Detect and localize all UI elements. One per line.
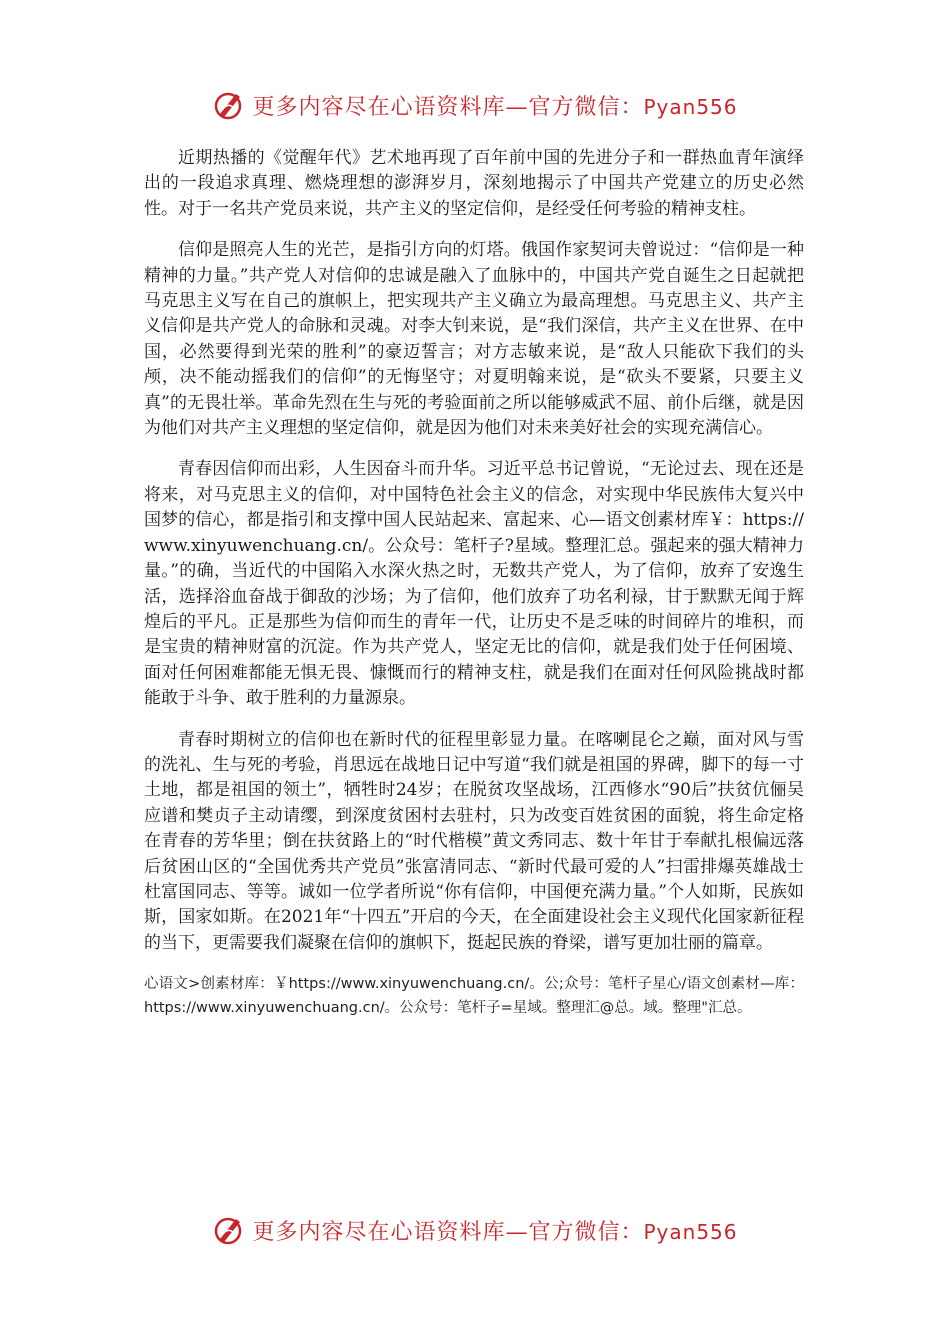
paragraph-2: 信仰是照亮人生的光芒，是指引方向的灯塔。俄国作家契诃夫曾说过：“信仰是一种精神的力量。”共产党人对信仰的忠诚是融入了血脉中的，中国共产党自诞生之日起就把马克思主义写在自己的旗帜上，把实现共产主义确立为最高理想。马克思主义、共产主义信仰是共产党人的命脉和灵魂。对李大钊来说，是“我们深信，共产主义在世界、在中国，必然要得到光荣的胜利”的豪迈誓言；对方志敏来说，是“敌人只能砍下我们的头颅，决不能动摇我们的信仰”的无悔坚守；对夏明翰来说，是“砍头不要紧，只要主义真”的无畏壮举。革命先烈在生与死的考验面前之所以能够威武不屈、前仆后继，就是因为他们对共产主义理想的坚定信仰，就是因为他们对未来美好社会的实现充满信心。: [144, 240, 804, 439]
paragraph-3: 青春因信仰而出彩，人生因奋斗而升华。习近平总书记曾说，“无论过去、现在还是将来，对马克思主义的信仰，对中国特色社会主义的信念，对实现中华民族伟大复兴中国梦的信心，都是指引和支撑中国人民站起来、富起来、心—语文创素材库￥：https://www.xinyuwenchuang.cn/。公众号：笔杆子?星域。整理汇总。强起来的强大精神力量。”的确，当近代的中国陷入水深火热之时，无数共产党人，为了信仰，放弃了安逸生活，选择浴血奋战于御敌的沙场；为了信仰，他们放弃了功名利禄，甘于默默无闻于辉煌后的平凡。正是那些为信仰而生的青年一代，让历史不是乏味的时间碎片的堆积，而是宝贵的精神财富的沉淀。作为共产党人，坚定无比的信仰，就是我们处于任何困境、面对任何困难都能无惧无畏、慷慨而行的精神支柱，就是我们在面对任何风险挑战时都能敢于斗争、敢于胜利的力量源泉。: [144, 459, 804, 709]
footer-note: 心语文>创素材库：￥https://www.xinyuwenchuang.cn/。公;众号：笔杆子星心/语文创素材—库：https://www.xinyuwenchuang.cn/。公众号：笔杆子=星域。整理汇@总。域。整理"汇总。: [144, 976, 804, 1017]
wechat-id: Pyan556: [643, 1219, 738, 1244]
wechat-id: Pyan556: [643, 94, 738, 119]
paragraph-4: 青春时期树立的信仰也在新时代的征程里彰显力量。在喀喇昆仑之巅，面对风与雪的洗礼、生与死的考验，肖思远在战地日记中写道“我们就是祖国的界碑，脚下的每一寸土地，都是祖国的领土”，牺牲时24岁；在脱贫攻坚战场，江西修水“90后”扶贫伉俪吴应谱和樊贞子主动请缨，到深度贫困村去驻村，只为改变百姓贫困的面貌，将生命定格在青春的芳华里；倒在扶贫路上的“时代楷模”黄文秀同志、数十年甘于奉献扎根偏远落后贫困山区的“全国优秀共产党员”张富清同志、“新时代最可爱的人”扫雷排爆英雄战士杜富国同志、等等。诚如一位学者所说“你有信仰，中国便充满力量。”个人如斯，民族如斯，国家如斯。在2021年“十四五”开启的今天，在全面建设社会主义现代化国家新征程的当下，更需要我们凝聚在信仰的旗帜下，挺起民族的脊梁，谱写更加壮丽的篇章。: [144, 729, 804, 953]
pen-logo-icon: [212, 1213, 246, 1247]
banner-label: 更多内容尽在心语资料库—官方微信：: [252, 94, 644, 120]
article-body: [144, 146, 804, 1020]
footer-banner: [0, 1210, 950, 1250]
banner-text: [252, 90, 737, 121]
pen-logo-icon: [212, 88, 246, 122]
banner-label: 更多内容尽在心语资料库—官方微信：: [252, 1219, 644, 1245]
paragraph-1: 近期热播的《觉醒年代》艺术地再现了百年前中国的先进分子和一群热血青年演绎出的一段追求真理、燃烧理想的澎湃岁月，深刻地揭示了中国共产党建立的历史必然性。对于一名共产党员来说，共产主义的坚定信仰，是经受任何考验的精神支柱。: [144, 148, 804, 219]
banner-text: [252, 1215, 737, 1246]
header-banner: [0, 85, 950, 125]
